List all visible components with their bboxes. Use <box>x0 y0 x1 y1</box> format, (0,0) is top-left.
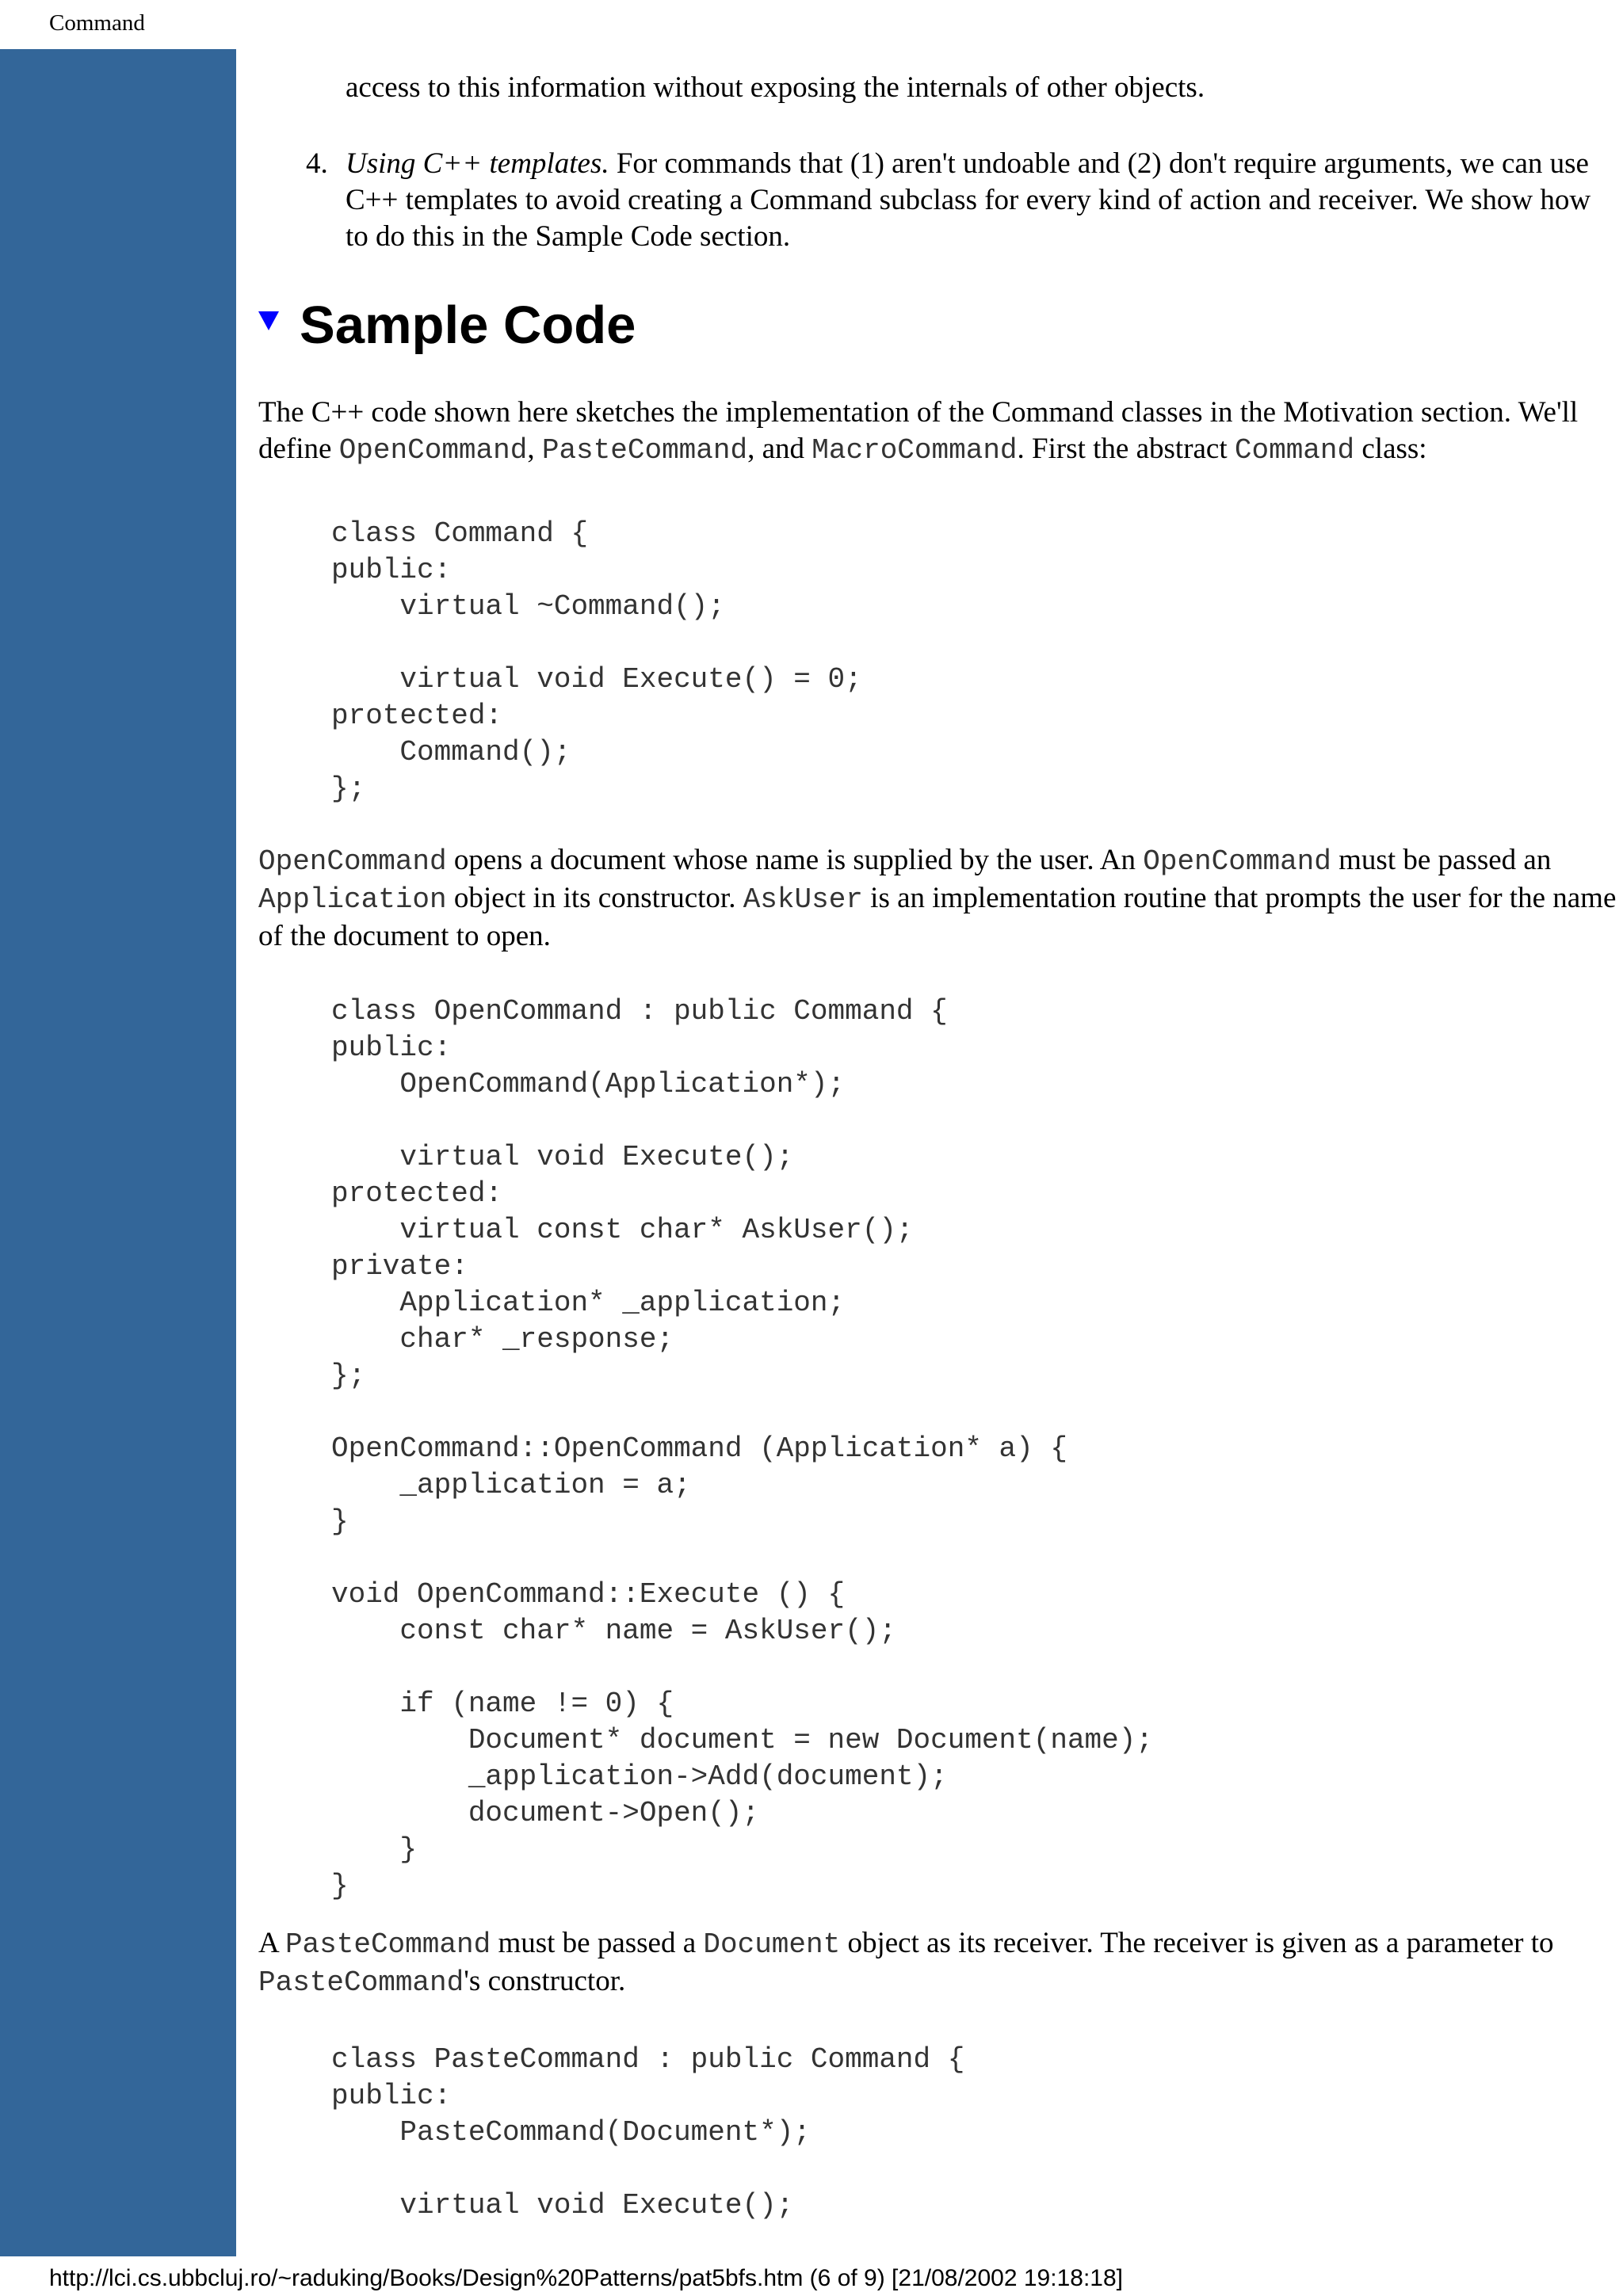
code-open-command: OpenCommand <box>338 434 528 467</box>
para1-text-5: class: <box>1354 433 1427 465</box>
para1-text-4: . First the abstract <box>1017 433 1235 465</box>
code-open-command: OpenCommand <box>258 845 447 878</box>
intro-text: access to this information without exposing the internals of other objects. <box>346 71 1205 104</box>
paragraph-intro <box>258 395 1623 469</box>
para2-text-4: is an implementation routine that prompts the user for the name of the document to open. <box>258 882 1617 952</box>
section-title: Sample Code <box>300 296 636 355</box>
para3-text-3: object as its receiver. The receiver is given as a parameter to <box>840 1927 1554 1959</box>
code-application: Application <box>258 883 447 916</box>
section-heading <box>258 290 636 361</box>
code-macro-command: MacroCommand <box>812 434 1018 467</box>
para3-text-4: 's constructor. <box>464 1965 626 1997</box>
list-item-body: For commands that (1) aren't undoable and (2) don't require arguments, we can use C++ templates to avoid creating a Command subclass for every kind of action and receiver. We show how to do this in the Sample Code section. <box>346 147 1591 253</box>
collapse-triangle-icon[interactable] <box>258 311 279 330</box>
code-open-command: OpenCommand <box>1143 845 1331 878</box>
code-paste-command: PasteCommand <box>541 434 748 467</box>
para3-text-1: A <box>258 1927 285 1959</box>
code-block-command: class Command { public: virtual ~Command(); virtual void Execute() = 0; protected: Command(); }; <box>331 517 862 805</box>
sidebar-band <box>0 49 236 2256</box>
code-document: Document <box>703 1928 841 1961</box>
list-item-text <box>346 146 1613 255</box>
code-block-paste-command: class PasteCommand : public Command { public: PasteCommand(Document*); virtual void Execute(); <box>331 2043 965 2222</box>
code-paste-command: PasteCommand <box>258 1966 464 1999</box>
para2-text-1: opens a document whose name is supplied by the user. An <box>446 844 1144 876</box>
para2-text-3: object in its constructor. <box>446 882 743 914</box>
code-ask-user: AskUser <box>743 883 863 916</box>
list-number: 4. <box>306 147 328 180</box>
paragraph-open-command <box>258 842 1623 955</box>
footer-url: http://lci.cs.ubbcluj.ro/~raduking/Books/Design%20Patterns/pat5bfs.htm (6 of 9) [21/08/2002 19:18:18] <box>49 2265 1123 2291</box>
list-item-title: Using C++ templates. <box>346 147 609 180</box>
para1-text-2: , <box>527 433 542 465</box>
page-header-title: Command <box>49 10 145 36</box>
para1-text-1: The C++ code shown here sketches the implementation of the Command classes in the Motivation section. We'll define <box>258 396 1579 465</box>
para1-text-3: , and <box>747 433 812 465</box>
para3-text-2: must be passed a <box>491 1927 704 1959</box>
paragraph-paste-command <box>258 1925 1623 2001</box>
code-paste-command: PasteCommand <box>285 1928 491 1961</box>
code-command: Command <box>1234 434 1355 467</box>
para2-text-2: must be passed an <box>1331 844 1552 876</box>
code-block-open-command: class OpenCommand : public Command { public: OpenCommand(Application*); virtual void Execute(); protected: virtual const char* AskUser(); private: Application* _application; char* _response; }; OpenCommand::OpenCommand (Application* a) { _application = a; } void OpenCommand::Execute () { const char* name = AskUser(); if (name != 0) { Document* document = new Document(name); _application->Add(document); document->Open(); } } <box>331 995 1153 1902</box>
